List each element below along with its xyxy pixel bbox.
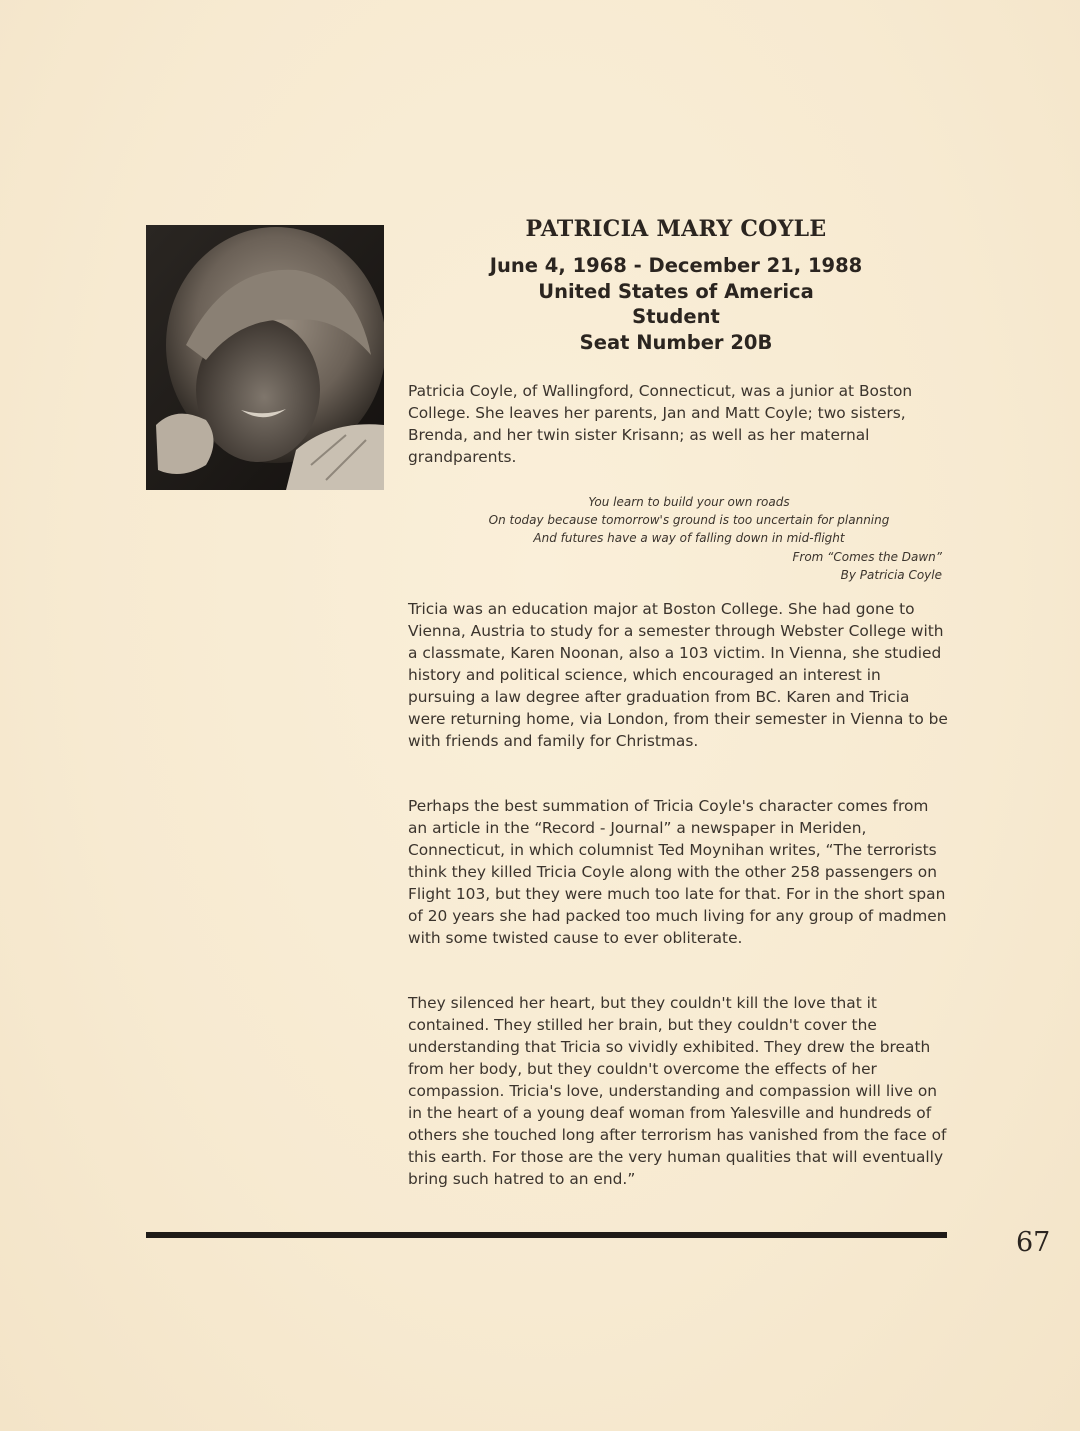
tribute-paragraph: They silenced her heart, but they couldn't kill the love that it contained. They stilled her brain, but they couldn't cover the understanding that Tricia so vividly exhibited. They drew the breath from her body, but they couldn't overcome the effects of her compassion. Tricia's love, understanding and compassion will live on in the heart of a young deaf woman from Yalesville and hundreds of others she touched long after terrorism has vanished from the face of this earth. For those are the very human qualities that will eventually bring such hatred to an end.”	[408, 994, 947, 1188]
person-name: PATRICIA MARY COYLE	[525, 216, 827, 242]
nationality: United States of America	[538, 279, 814, 303]
poem-line: On today because tomorrow's ground is too uncertain for planning	[488, 513, 890, 528]
portrait-photo	[146, 225, 384, 490]
poem-source: From “Comes the Dawn”	[792, 549, 942, 564]
life-dates: June 4, 1968 - December 21, 1988	[489, 254, 863, 277]
family-paragraph: Patricia Coyle, of Wallingford, Connecticut, was a junior at Boston College. She leaves her parents, Jan and Matt Coyle; two sisters, Brenda, and her twin sister Krisann; as well as her maternal grandparents.	[408, 382, 913, 466]
occupation: Student	[632, 305, 720, 328]
education-paragraph: Tricia was an education major at Boston College. She had gone to Vienna, Austria to study for a semester through Webster College with a classmate, Karen Noonan, also a 103 victim. In Vienna, she studied history and political science, which encouraged an interest in pursuing a law degree after graduation from BC. Karen and Tricia were returning home, via London, from their semester in Vienna to be with friends and family for Christmas.	[408, 600, 948, 750]
seat-number: Seat Number 20B	[579, 330, 773, 354]
footer-rule	[146, 1232, 947, 1238]
poem-line: And futures have a way of falling down in mid-flight	[533, 531, 845, 546]
character-paragraph: Perhaps the best summation of Tricia Coyle's character comes from an article in the “Record - Journal” a newspaper in Meriden, Connecticut, in which columnist Ted Moynihan writes, “The terrorists think they killed Tricia Coyle along with the other 258 passengers on Flight 103, but they were much too late for that. For in the short span of 20 years she had packed too much living for any group of madmen with some twisted cause to ever obliterate.	[408, 797, 947, 947]
portrait-image	[146, 225, 384, 490]
biography-header	[420, 214, 932, 355]
poem-line: You learn to build your own roads	[588, 495, 790, 509]
page-number: 67	[1016, 1227, 1051, 1258]
poem-author: By Patricia Coyle	[840, 567, 942, 582]
poem-quote	[430, 493, 948, 584]
